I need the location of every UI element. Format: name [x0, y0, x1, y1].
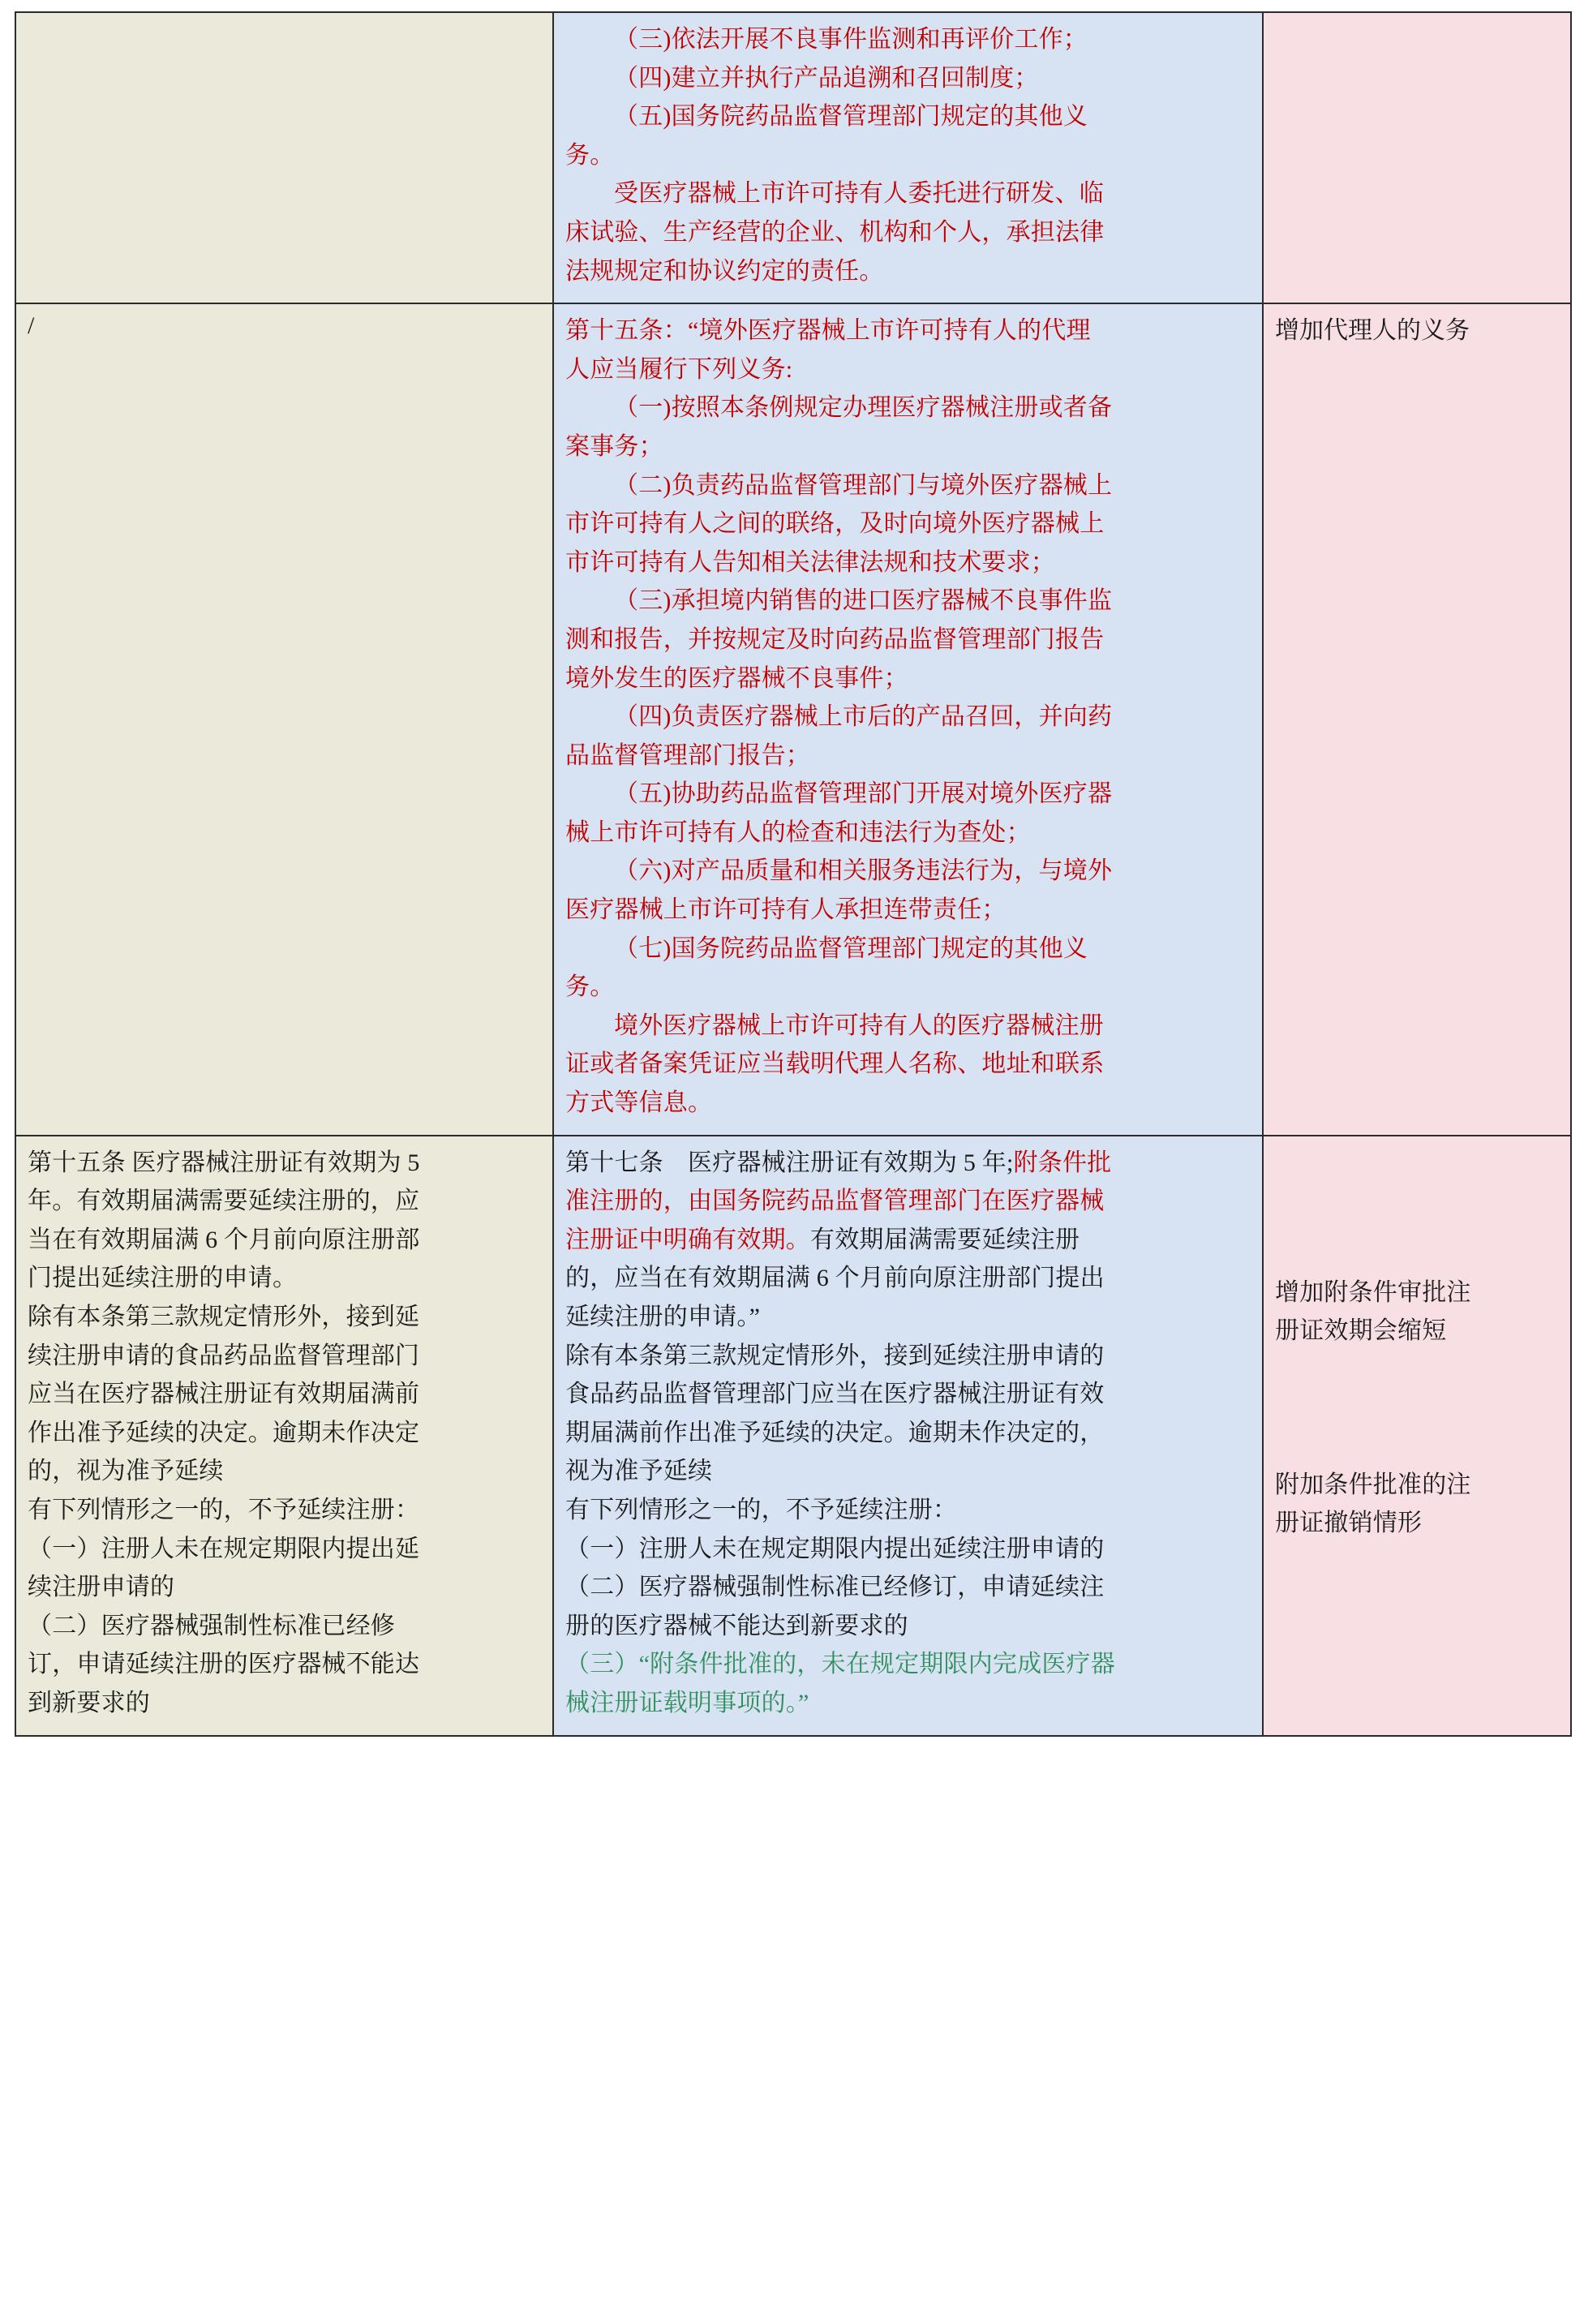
paragraph: 到新要求的 — [28, 1689, 150, 1716]
paragraph: 床试验、生产经营的企业、机构和个人，承担法律 — [565, 218, 1105, 246]
paragraph: 人应当履行下列义务: — [565, 355, 793, 383]
note-text: 册证撤销情形 — [1275, 1510, 1423, 1537]
paragraph: 年。有效期届满需要延续注册的，应 — [28, 1188, 420, 1215]
table-row — [15, 1136, 1571, 1736]
paragraph: （二）医疗器械强制性标准已经修 — [28, 1612, 395, 1639]
paragraph: 务。 — [565, 141, 615, 169]
paragraph: （三）“附条件批准的，未在规定期限内完成医疗器 — [565, 1651, 1115, 1678]
paragraph: （一）注册人未在规定期限内提出延 — [28, 1535, 420, 1562]
paragraph — [565, 1222, 1251, 1259]
row-3-new-text — [553, 1136, 1263, 1736]
row-3-note — [1263, 1136, 1571, 1736]
row-2-new-text — [553, 303, 1263, 1135]
paragraph: 证或者备案凭证应当载明代理人名称、地址和联系 — [565, 1050, 1105, 1078]
paragraph: （七)国务院药品监督管理部门规定的其他义 — [614, 934, 1088, 962]
paragraph: 有下列情形之一的，不予延续注册： — [28, 1496, 420, 1523]
placeholder-slash: / — [28, 312, 35, 340]
paragraph: 应当在医疗器械注册证有效期届满前 — [28, 1381, 420, 1408]
paragraph: 期届满前作出准予延续的决定。逾期未作决定的， — [565, 1419, 1105, 1446]
paragraph: 视为准予延续 — [565, 1458, 713, 1485]
paragraph: （六)对产品质量和相关服务违法行为，与境外 — [614, 857, 1113, 885]
paragraph: 册的医疗器械不能达到新要求的 — [565, 1612, 908, 1639]
paragraph: 械注册证载明事项的。” — [565, 1689, 809, 1716]
paragraph: 测和报告，并按规定及时向药品监督管理部门报告 — [565, 625, 1105, 653]
paragraph: 门提出延续注册的申请。 — [28, 1265, 298, 1292]
paragraph: 当在有效期届满 6 个月前向原注册部 — [28, 1226, 420, 1253]
paragraph: 除有本条第三款规定情形外，接到延 — [28, 1304, 420, 1330]
paragraph: 第十五条 医疗器械注册证有效期为 5 — [28, 1149, 420, 1176]
paragraph: 务。 — [565, 973, 615, 1001]
note-spacer — [1275, 1351, 1559, 1415]
note-text: 册证效期会缩短 — [1275, 1317, 1447, 1345]
paragraph: 的，应当在有效期届满 6 个月前向原注册部门提出 — [565, 1265, 1105, 1292]
table-row — [15, 12, 1571, 303]
paragraph: 有下列情形之一的，不予延续注册： — [565, 1496, 958, 1523]
row-2-old-text — [15, 303, 553, 1135]
paragraph: （二)负责药品监督管理部门与境外医疗器械上 — [614, 471, 1113, 499]
paragraph-segment-original: 有效期届满需要延续注册 — [810, 1226, 1080, 1253]
paragraph: 食品药品监督管理部门应当在医疗器械注册证有效 — [565, 1381, 1105, 1408]
paragraph: 第十五条：“境外医疗器械上市许可持有人的代理 — [565, 317, 1091, 345]
paragraph: （三)依法开展不良事件监测和再评价工作； — [614, 26, 1088, 53]
paragraph: （四)负责医疗器械上市后的产品召回，并向药 — [614, 703, 1113, 731]
paragraph: （四)建立并执行产品追溯和召回制度； — [614, 64, 1039, 92]
paragraph: （一)按照本条例规定办理医疗器械注册或者备 — [614, 394, 1113, 422]
paragraph: 市许可持有人告知相关法律法规和技术要求； — [565, 548, 1055, 576]
paragraph-segment-revision: 附条件批 — [1013, 1149, 1112, 1176]
paragraph-segment-original: 第十七条 医疗器械注册证有效期为 5 年; — [565, 1149, 1014, 1176]
table-row — [15, 303, 1571, 1135]
paragraph: （二）医疗器械强制性标准已经修订，申请延续注 — [565, 1574, 1105, 1601]
paragraph: 境外发生的医疗器械不良事件； — [565, 664, 908, 692]
paragraph: 的，视为准予延续 — [28, 1458, 224, 1485]
paragraph: 订，申请延续注册的医疗器械不能达 — [28, 1651, 420, 1678]
paragraph: （五)国务院药品监督管理部门规定的其他义 — [614, 103, 1088, 131]
note-text: 附加条件批准的注 — [1275, 1471, 1471, 1498]
row-2-note — [1263, 303, 1571, 1135]
paragraph: 延续注册的申请。” — [565, 1304, 761, 1330]
paragraph: 方式等信息。 — [565, 1089, 713, 1117]
paragraph-segment-revision: 注册证中明确有效期。 — [565, 1226, 810, 1253]
paragraph: 除有本条第三款规定情形外，接到延续注册申请的 — [565, 1342, 1105, 1369]
paragraph: 案事务； — [565, 432, 663, 460]
paragraph: 续注册申请的 — [28, 1574, 175, 1601]
row-1-new-text — [553, 12, 1263, 303]
note-text: 增加附条件审批注 — [1275, 1278, 1471, 1306]
paragraph: 市许可持有人之间的联络，及时向境外医疗器械上 — [565, 510, 1105, 538]
row-1-note — [1263, 12, 1571, 303]
paragraph: 续注册申请的食品药品监督管理部门 — [28, 1342, 420, 1369]
comparison-table — [15, 11, 1572, 1737]
paragraph: 械上市许可持有人的检查和违法行为查处； — [565, 818, 1031, 846]
row-3-old-text — [15, 1136, 553, 1736]
paragraph: 作出准予延续的决定。逾期未作决定 — [28, 1419, 420, 1446]
paragraph: 品监督管理部门报告； — [565, 741, 810, 769]
paragraph: 境外医疗器械上市许可持有人的医疗器械注册 — [614, 1012, 1104, 1039]
paragraph: 受医疗器械上市许可持有人委托进行研发、临 — [614, 180, 1104, 208]
paragraph: 准注册的，由国务院药品监督管理部门在医疗器械 — [565, 1188, 1105, 1215]
paragraph: （五)协助药品监督管理部门开展对境外医疗器 — [614, 780, 1113, 808]
row-1-old-text — [15, 12, 553, 303]
paragraph: （一）注册人未在规定期限内提出延续注册申请的 — [565, 1535, 1105, 1562]
paragraph: 法规规定和协议约定的责任。 — [565, 257, 884, 285]
paragraph: 医疗器械上市许可持有人承担连带责任； — [565, 896, 1007, 924]
note-text: 增加代理人的义务 — [1275, 317, 1470, 345]
paragraph — [565, 1145, 1251, 1182]
paragraph: （三)承担境内销售的进口医疗器械不良事件监 — [614, 587, 1113, 615]
